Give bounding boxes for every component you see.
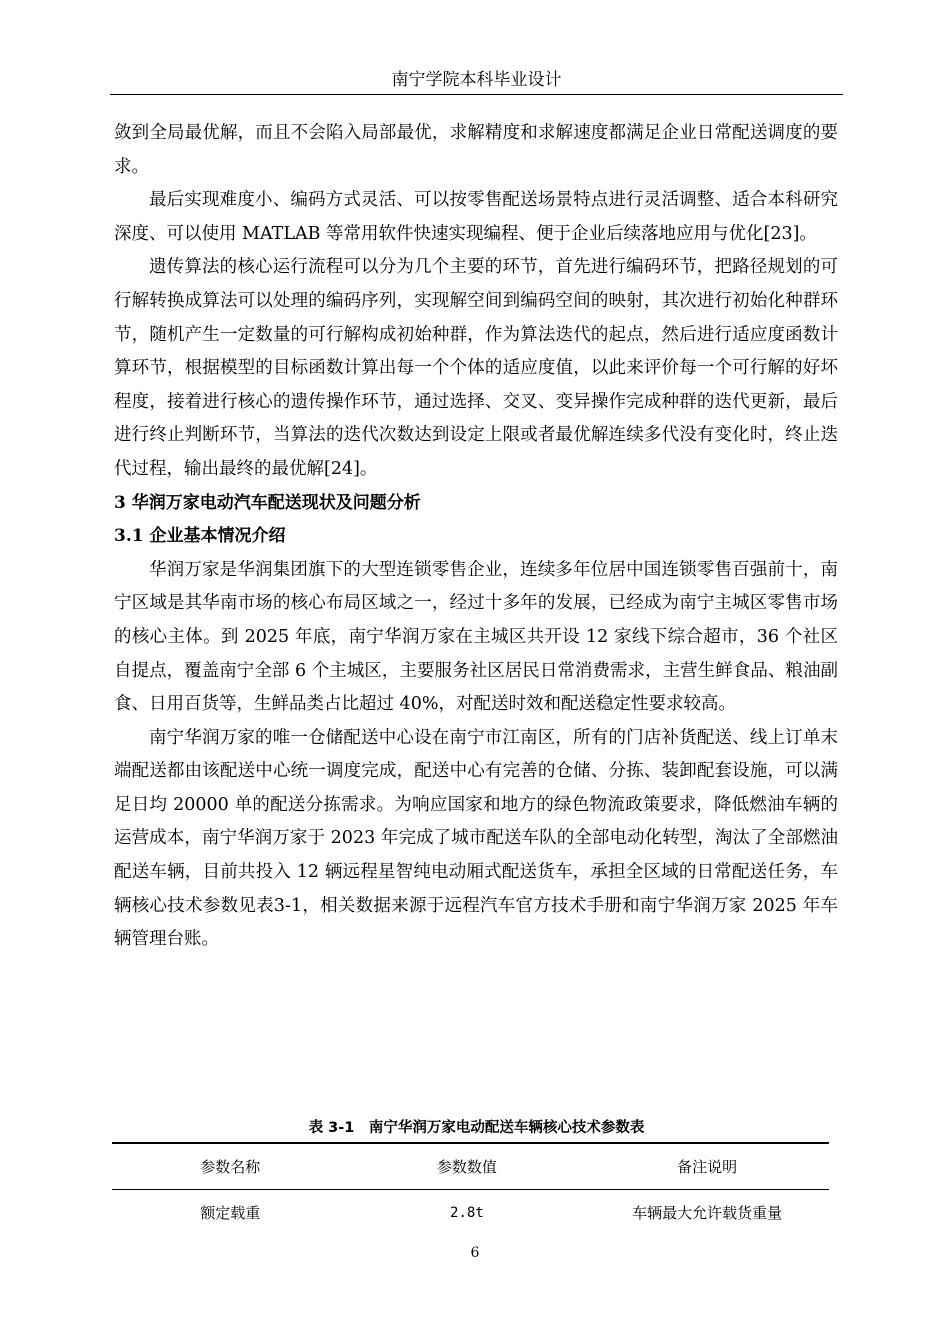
table-header-row xyxy=(112,1143,829,1190)
subsection-title: 企业基本情况介绍 xyxy=(149,526,286,547)
table-header-remark: 备注说明 xyxy=(677,1158,738,1176)
table-header-param-name: 参数名称 xyxy=(200,1158,261,1176)
table-header-param-value: 参数数值 xyxy=(436,1158,497,1176)
paragraph-ga-process: 遗传算法的核心运行流程可以分为几个主要的环节，首先进行编码环节，把路径规划的可行解转换成算法可以处理的编码序列，实现解空间到编码空间的映射，其次进行初始化种群环节，随机产生一定数量的可行解构成初始种群，作为算法迭代的起点，然后进行适应度函数计算环节，根据模型的目标函数计算出每一个个体的适应度值，以此来评价每一个可行解的好坏程度，接着进行核心的遗传操作环节，通过选择、交叉、变异操作完成种群的迭代更新，最后进行终止判断环节，当算法的迭代次数达到设定上限或者最优解连续多代没有变化时，终止迭代过程，输出最终的最优解[24]。 xyxy=(114,257,838,479)
section-heading xyxy=(114,487,838,521)
vehicle-parameters-table xyxy=(112,1142,829,1235)
header-title: 南宁学院本科毕业设计 xyxy=(391,70,562,90)
subsection-heading xyxy=(114,520,838,554)
paragraph-continued: 敛到全局最优解，而且不会陷入局部最优，求解精度和求解速度都满足企业日常配送调度的要求。 xyxy=(114,123,838,177)
paragraph-distribution-center: 南宁华润万家的唯一仓储配送中心设在南宁市江南区，所有的门店补货配送、线上订单末端配送都由该配送中心统一调度完成，配送中心有完善的仓储、分拣、装卸配套设施，可以满足日均 20000 单的配送分拣需求。为响应国家和地方的绿色物流政策要求，降低燃油车辆的运营成本，南宁华润万家于 2023 年完成了城市配送车队的全部电动化转型，淘汰了全部燃油配送车辆，目前共投入 12 辆远程星智纯电动厢式配送货车，承担全区域的日常配送任务，车辆核心技术参数见表3-1，相关数据来源于远程汽车官方技术手册和南宁华润万家 2025 年车辆管理台账。 xyxy=(114,727,838,950)
page-number: 6 xyxy=(470,1245,480,1261)
page-header xyxy=(110,66,843,95)
paragraph-implementation: 最后实现难度小、编码方式灵活、可以按零售配送场景特点进行灵活调整、适合本科研究深度、可以使用 MATLAB 等常用软件快速实现编程、便于企业后续落地应用与优化[23]。 xyxy=(114,190,838,244)
subsection-number: 3.1 xyxy=(114,526,144,547)
table-caption: 表 3-1 南宁华润万家电动配送车辆核心技术参数表 xyxy=(308,1120,645,1136)
section-number: 3 xyxy=(114,492,126,513)
body-text xyxy=(114,117,838,957)
table-row xyxy=(112,1190,829,1236)
table-cell-param-value: 2.8t xyxy=(450,1204,484,1221)
table-cell-param-name: 额定载重 xyxy=(200,1204,261,1222)
section-title: 华润万家电动汽车配送现状及问题分析 xyxy=(131,492,421,513)
paragraph-company-intro: 华润万家是华润集团旗下的大型连锁零售企业，连续多年位居中国连锁零售百强前十，南宁区域是其华南市场的核心布局区域之一，经过十多年的发展，已经成为南宁主城区零售市场的核心主体。到 2025 年底，南宁华润万家在主城区共开设 12 家线下综合超市，36 个社区自提点，覆盖南宁全部 6 个主城区，主要服务社区居民日常消费需求，主营生鲜食品、粮油副食、日用百货等，生鲜品类占比超过 40%，对配送时效和配送稳定性要求较高。 xyxy=(114,559,838,715)
table-cell-remark: 车辆最大允许载货重量 xyxy=(632,1204,783,1222)
